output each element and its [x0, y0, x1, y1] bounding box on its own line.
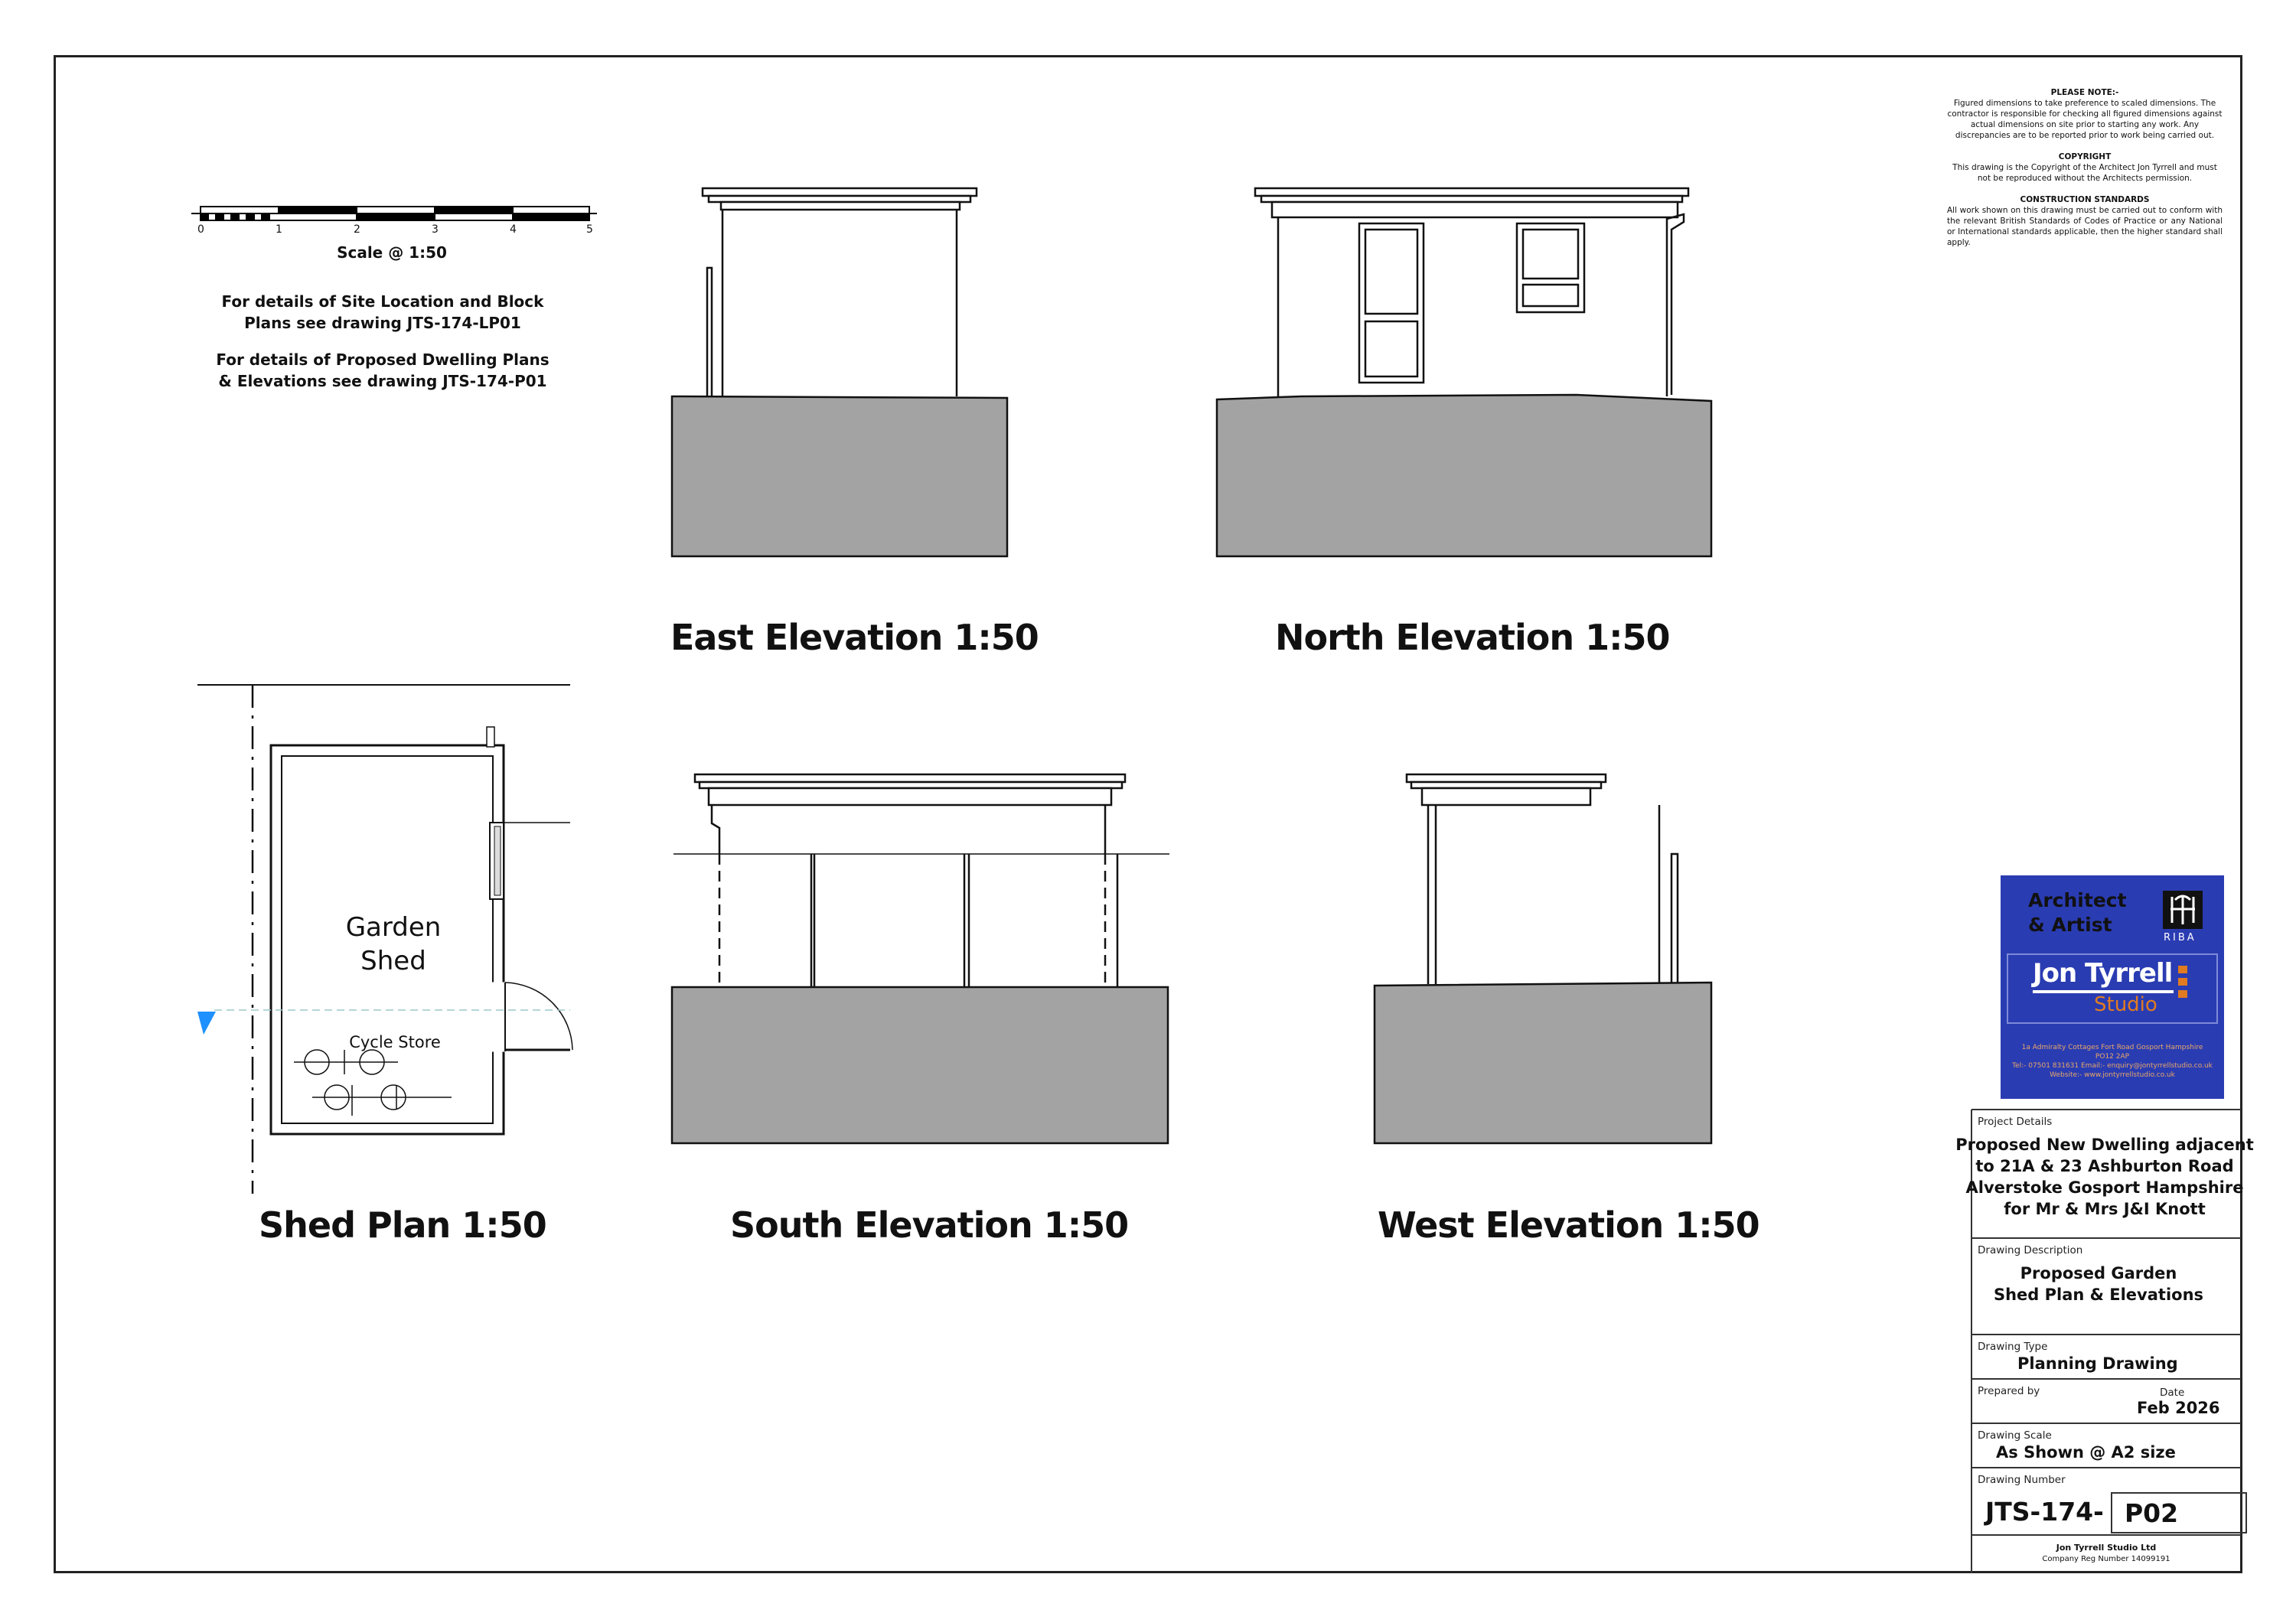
east-elevation-title: East Elevation 1:50 [670, 617, 1039, 658]
scale-tick-5: 5 [586, 223, 593, 236]
south-elevation-drawing [672, 774, 1169, 1143]
project-line4: for Mr & Mrs J&I Knott [2004, 1200, 2206, 1218]
copyright-body: This drawing is the Copyright of the Architect Jon Tyrrell and must not be reproduced without the Architects permission. [1952, 163, 2217, 183]
drawing-type-value: Planning Drawing [2017, 1354, 2178, 1373]
scale-tick-1: 1 [276, 223, 282, 236]
description-line2: Shed Plan & Elevations [1993, 1286, 2204, 1304]
scale-tick-2: 2 [354, 223, 360, 236]
logo-accent-top [2178, 966, 2187, 973]
shed-plan-title: Shed Plan 1:50 [259, 1204, 546, 1246]
logo-name: Jon Tyrrell [2033, 958, 2173, 989]
logo-studio: Studio [2094, 993, 2157, 1016]
date-label: Date [2160, 1387, 2185, 1399]
logo-accent-mid [2178, 978, 2187, 986]
drawing-type-label: Drawing Type [1978, 1341, 2048, 1353]
logo-website: Website:- www.jontyrrellstudio.co.uk [2050, 1071, 2175, 1079]
logo-line2: & Artist [2028, 914, 2112, 936]
logo-address: 1a Admiralty Cottages Fort Road Gosport Hampshire [2021, 1044, 2203, 1051]
copyright-title: COPYRIGHT [2058, 152, 2112, 161]
logo-accent-bottom [2178, 990, 2187, 998]
north-elevation-title: North Elevation 1:50 [1275, 617, 1670, 658]
dwelling-ref-line1: For details of Proposed Dwelling Plans [216, 350, 550, 369]
date-value: Feb 2026 [2137, 1399, 2220, 1417]
project-details-label: Project Details [1978, 1116, 2053, 1128]
drawing-number-label: Drawing Number [1978, 1474, 2066, 1486]
west-elevation-drawing [1375, 774, 1711, 1143]
room-label-line1: Garden [345, 912, 442, 943]
scale-tick-4: 4 [510, 223, 517, 236]
please-note-block [1947, 87, 2223, 141]
project-line1: Proposed New Dwelling adjacent [1955, 1136, 2254, 1154]
architect-logo [2001, 875, 2224, 1099]
riba-emblem-icon [2163, 891, 2203, 929]
dwelling-ref-line2: & Elevations see drawing JTS-174-P01 [218, 372, 547, 390]
site-ref-line1: For details of Site Location and Block [221, 292, 544, 311]
west-elevation-title: West Elevation 1:50 [1378, 1204, 1760, 1246]
company-reg: Company Reg Number 14099191 [2042, 1555, 2170, 1563]
logo-line1: Architect [2028, 889, 2127, 911]
project-line2: to 21A & 23 Ashburton Road [1975, 1157, 2234, 1175]
please-note-body: Figured dimensions to take preference to scaled dimensions. The contractor is responsible for checking all figured dimensions against actual dimensions on site prior to starting any work. Any discrepancies are to be reported prior to work being carried out. [1947, 99, 2223, 140]
standards-block [1947, 194, 2223, 248]
company-name: Jon Tyrrell Studio Ltd [2056, 1543, 2157, 1553]
please-note-title: PLEASE NOTE:- [2050, 88, 2119, 97]
project-line3: Alverstoke Gosport Hampshire [1965, 1178, 2244, 1197]
standards-title: CONSTRUCTION STANDARDS [2020, 195, 2150, 204]
room-label-line2: Shed [360, 946, 426, 976]
drawing-number-suffix: P02 [2125, 1498, 2179, 1528]
drawing-scale-value: As Shown @ A2 size [1996, 1443, 2176, 1462]
copyright-block [1947, 152, 2223, 184]
logo-contact: Tel:- 07501 831631 Email:- enquiry@jontyrrellstudio.co.uk [2012, 1062, 2213, 1070]
scale-caption: Scale @ 1:50 [337, 243, 447, 262]
prepared-by-label: Prepared by [1978, 1385, 2040, 1397]
south-elevation-title: South Elevation 1:50 [730, 1204, 1129, 1246]
logo-postcode: PO12 2AP [2095, 1053, 2130, 1061]
drawing-scale-label: Drawing Scale [1978, 1429, 2052, 1442]
riba-label: RIBA [2164, 932, 2197, 943]
drawing-description-label: Drawing Description [1978, 1244, 2083, 1256]
north-elevation-drawing [1217, 188, 1711, 556]
east-elevation-drawing [672, 188, 1007, 556]
site-ref-line2: Plans see drawing JTS-174-LP01 [244, 314, 521, 332]
scale-bar [191, 207, 597, 220]
description-line1: Proposed Garden [2020, 1264, 2177, 1282]
standards-body: All work shown on this drawing must be carried out to conform with the relevant British Standards of Codes of Practice or any National or International standards applicable, then the higher standard shall apply. [1947, 206, 2223, 247]
cycle-store-label: Cycle Store [349, 1033, 441, 1051]
scale-tick-0: 0 [197, 223, 204, 236]
drawing-number-prefix: JTS-174- [1985, 1497, 2104, 1527]
scale-tick-3: 3 [432, 223, 439, 236]
